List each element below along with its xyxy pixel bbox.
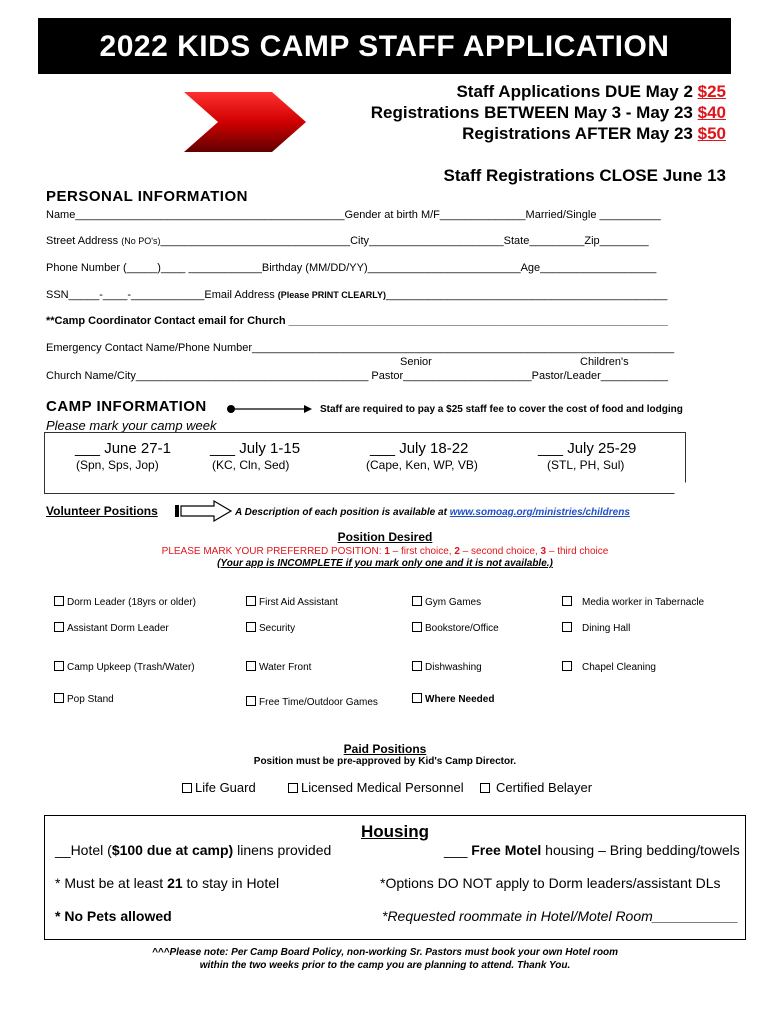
checkbox-icon[interactable]	[54, 693, 64, 703]
preferred-position-note: PLEASE MARK YOUR PREFERRED POSITION: 1 – first choice, 2 – second choice, 3 – third choice	[161, 546, 609, 557]
position-dorm-leader[interactable]: Dorm Leader (18yrs or older)	[54, 596, 196, 608]
footer-line-2: within the two weeks prior to the camp you are planning to attend. Thank You.	[199, 960, 571, 971]
church-field[interactable]: Church Name/City______________________________________ Pastor_____________________Pastor/Leader___________	[46, 370, 669, 382]
week-4[interactable]: ___ July 25-29	[538, 440, 637, 457]
week-1-sites: (Spn, Sps, Jop)	[76, 458, 159, 472]
position-dining-hall[interactable]: Dining Hall	[562, 622, 630, 634]
checkbox-icon[interactable]	[412, 661, 422, 671]
checkbox-icon[interactable]	[562, 622, 572, 632]
options-note: *Options DO NOT apply to Dorm leaders/assistant DLs	[380, 875, 721, 891]
checkbox-icon[interactable]	[480, 783, 490, 793]
childrens-label: Children's	[580, 356, 629, 368]
footer-line-1: ^^^Please note: Per Camp Board Policy, non-working Sr. Pastors must book your own Hotel room	[151, 947, 619, 958]
checkbox-icon[interactable]	[246, 596, 256, 606]
position-pop-stand[interactable]: Pop Stand	[54, 693, 114, 705]
ssn-email-field[interactable]: SSN_____-____-____________Email Address (Please PRINT CLEARLY)______________________________________________	[46, 289, 668, 301]
checkbox-icon[interactable]	[562, 661, 572, 671]
street-field[interactable]: Street Address (No PO's)_______________________________City______________________State_________Zip________	[46, 235, 649, 247]
roommate-field[interactable]: *Requested roommate in Hotel/Motel Room___________	[382, 908, 739, 924]
checkbox-icon[interactable]	[182, 783, 192, 793]
checkbox-icon[interactable]	[412, 622, 422, 632]
position-dishwashing[interactable]: Dishwashing	[412, 661, 482, 673]
checkbox-icon[interactable]	[54, 661, 64, 671]
name-field[interactable]: Name____________________________________________Gender at birth M/F______________Married/Single __________	[46, 209, 661, 221]
due-line-3: Registrations AFTER May 23 $50	[462, 124, 726, 143]
senior-label: Senior	[400, 356, 432, 368]
housing-heading: Housing	[361, 822, 429, 841]
position-chapel-cleaning[interactable]: Chapel Cleaning	[562, 661, 656, 673]
checkbox-icon[interactable]	[288, 783, 298, 793]
position-desired-heading: Position Desired	[337, 530, 433, 544]
paid-medical[interactable]: Licensed Medical Personnel	[288, 780, 464, 795]
personal-info-heading: PERSONAL INFORMATION	[46, 188, 248, 205]
staff-fee-note: Staff are required to pay a $25 staff fee to cover the cost of food and lodging	[320, 404, 683, 415]
incomplete-note: (Your app is INCOMPLETE if you mark only one and it is not available.)	[217, 558, 553, 569]
checkbox-icon[interactable]	[246, 696, 256, 706]
arrow-outline-icon	[174, 499, 234, 523]
volunteer-positions-label: Volunteer Positions	[46, 504, 158, 518]
paid-life-guard[interactable]: Life Guard	[182, 780, 256, 795]
checkbox-icon[interactable]	[412, 693, 422, 703]
ministries-link[interactable]: www.somoag.org/ministries/childrens	[449, 507, 630, 518]
paid-belayer[interactable]: Certified Belayer	[480, 780, 592, 795]
position-camp-upkeep[interactable]: Camp Upkeep (Trash/Water)	[54, 661, 195, 673]
hotel-age-note: * Must be at least 21 to stay in Hotel	[55, 875, 280, 891]
position-free-time[interactable]: Free Time/Outdoor Games	[246, 696, 378, 708]
week-2[interactable]: ___ July 1-15	[210, 440, 301, 457]
no-pets-note: * No Pets allowed	[55, 908, 172, 924]
position-water-front[interactable]: Water Front	[246, 661, 311, 673]
position-assistant-dorm-leader[interactable]: Assistant Dorm Leader	[54, 622, 169, 634]
position-description-note: A Description of each position is available at www.somoag.org/ministries/childrens	[235, 507, 630, 518]
week-3-sites: (Cape, Ken, WP, VB)	[366, 458, 478, 472]
hotel-option[interactable]: __Hotel ($100 due at camp) linens provided	[55, 842, 332, 858]
coordinator-email-field[interactable]: **Camp Coordinator Contact email for Church ______________________________________________________________	[46, 315, 668, 327]
checkbox-icon[interactable]	[412, 596, 422, 606]
position-gym-games[interactable]: Gym Games	[412, 596, 481, 608]
week-4-sites: (STL, PH, Sul)	[547, 458, 625, 472]
emergency-contact-field[interactable]: Emergency Contact Name/Phone Number_____________________________________________________________________	[46, 342, 675, 354]
due-line-1: Staff Applications DUE May 2 $25	[456, 82, 726, 101]
arrow-icon	[226, 402, 316, 416]
week-2-sites: (KC, Cln, Sed)	[212, 458, 290, 472]
position-where-needed[interactable]: Where Needed	[412, 693, 494, 705]
mark-week-note: Please mark your camp week	[46, 418, 217, 433]
checkbox-icon[interactable]	[54, 596, 64, 606]
phone-field[interactable]: Phone Number (_____)____ ____________Birthday (MM/DD/YY)_________________________Age___________________	[46, 262, 657, 274]
camp-info-heading: CAMP INFORMATION	[46, 398, 207, 415]
checkbox-icon[interactable]	[246, 661, 256, 671]
week-1[interactable]: ___ June 27-1	[75, 440, 171, 457]
due-line-2: Registrations BETWEEN May 3 - May 23 $40	[370, 103, 726, 122]
checkbox-icon[interactable]	[54, 622, 64, 632]
position-first-aid[interactable]: First Aid Assistant	[246, 596, 338, 608]
page-title: 2022 KIDS CAMP STAFF APPLICATION	[38, 18, 731, 74]
close-date: Staff Registrations CLOSE June 13	[443, 166, 726, 185]
checkbox-icon[interactable]	[562, 596, 572, 606]
motel-option[interactable]: ___ Free Motel housing – Bring bedding/towels	[444, 842, 740, 858]
position-bookstore[interactable]: Bookstore/Office	[412, 622, 499, 634]
checkbox-icon[interactable]	[246, 622, 256, 632]
arrow-graphic	[180, 88, 310, 156]
paid-positions-heading: Paid Positions	[343, 742, 427, 756]
position-media-worker[interactable]: Media worker in Tabernacle	[562, 596, 704, 608]
week-3[interactable]: ___ July 18-22	[370, 440, 469, 457]
position-security[interactable]: Security	[246, 622, 295, 634]
paid-positions-note: Position must be pre-approved by Kid's Camp Director.	[253, 756, 517, 767]
